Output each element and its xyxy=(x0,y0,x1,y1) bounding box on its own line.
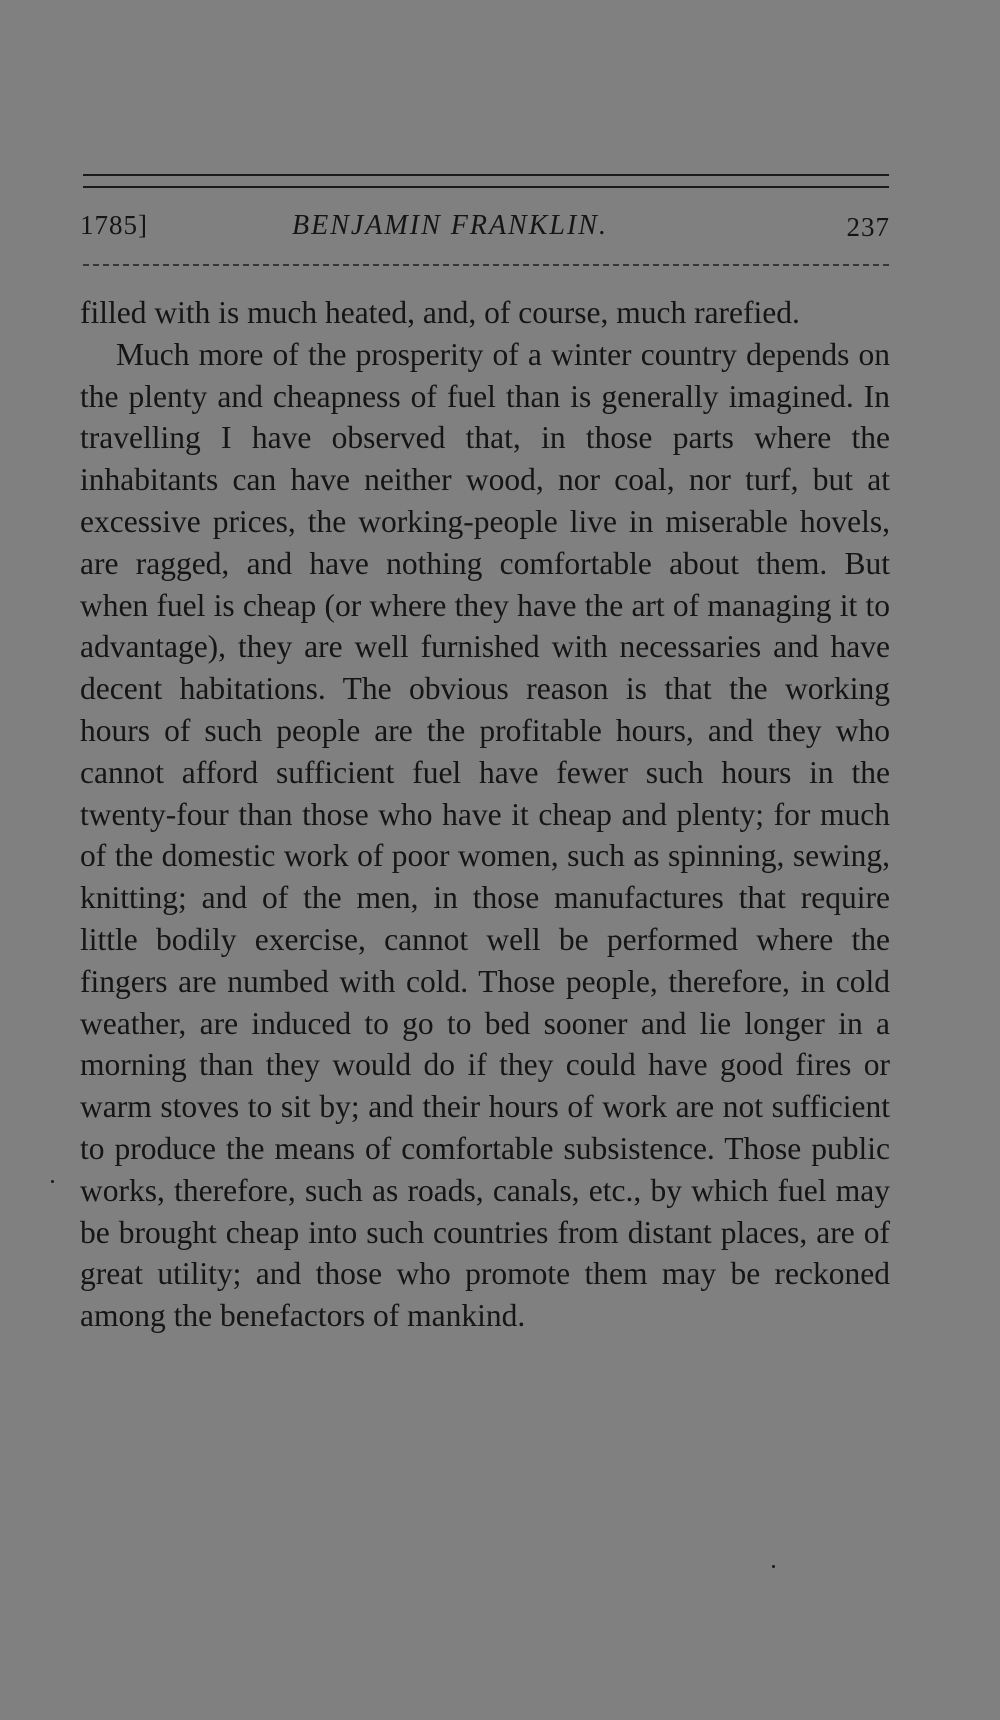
paragraph-fuel: Much more of the prosperity of a winter country depends on the plenty and cheapness of fuel than is generally imagined. In travelling I have observed that, in those parts where the inhabitants can have neither wood, nor coal, nor turf, but at excessive prices, the working-people live in miserable hovels, are ragged, and have nothing comfortable about them. But when fuel is cheap (or where they have the art of managing it to advantage), they are well furnished with necessaries and have decent habitations. The obvious reason is that the working hours of such people are the profitable hours, and they who cannot afford sufficient fuel have fewer such hours in the twenty-four than those who have it cheap and plenty; for much of the domestic work of poor women, such as spinning, sewing, knitting; and of the men, in those manufactures that require little bodily exercise, cannot well be performed where the fingers are numbed with cold. Those people, therefore, in cold weather, are induced to go to bed sooner and lie longer in a morning than they would do if they could have good fires or warm stoves to sit by; and their hours of work are not sufficient to produce the means of comfortable subsistence. Those public works, therefore, such as roads, canals, etc., by which fuel may be brought cheap into such countries from distant places, are of great utility; and those who promote them may be reckoned among the benefactors of mankind. xyxy=(80,336,890,1334)
page-number: 237 xyxy=(846,212,890,242)
body-text xyxy=(80,292,890,1337)
running-head-year: 1785] xyxy=(80,210,148,240)
header-rule-top xyxy=(83,174,889,176)
print-speck xyxy=(51,1180,54,1183)
header-rule-second xyxy=(83,186,889,188)
running-head xyxy=(80,206,890,250)
running-head-title: BENJAMIN FRANKLIN. xyxy=(292,210,608,241)
print-speck xyxy=(772,1565,775,1568)
book-page xyxy=(80,0,890,1720)
paragraph-continued: filled with is much heated, and, of course, much rarefied. xyxy=(80,295,800,330)
header-rule-bottom xyxy=(83,264,889,266)
